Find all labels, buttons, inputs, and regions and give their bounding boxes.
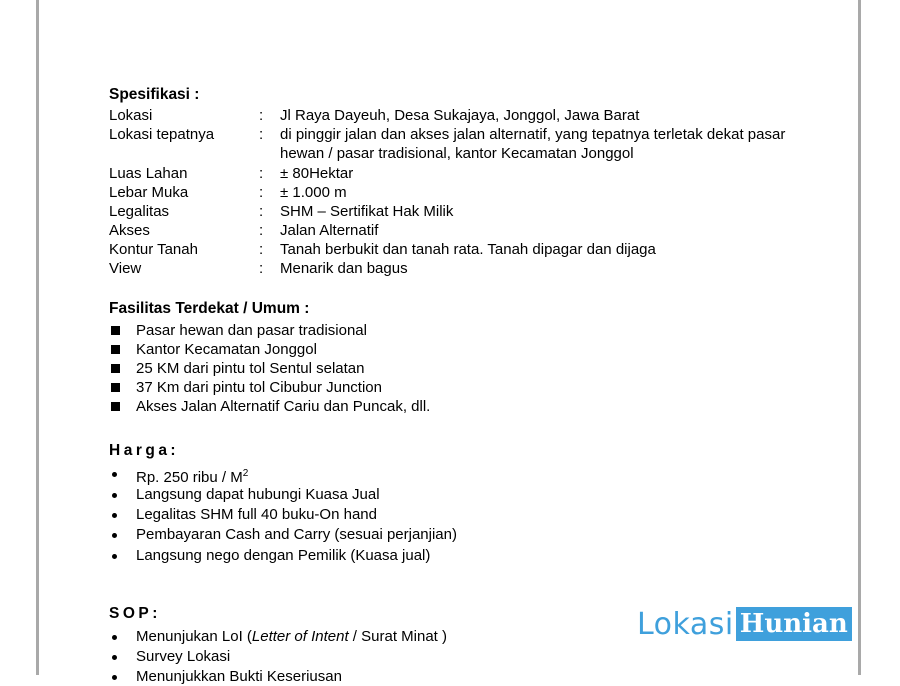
square-bullet-icon bbox=[111, 402, 120, 411]
spec-value: Jl Raya Dayeuh, Desa Sukajaya, Jonggol, Jawa Barat bbox=[280, 107, 640, 124]
harga-heading: Harga: bbox=[109, 442, 180, 459]
square-bullet-icon bbox=[111, 326, 120, 335]
spec-value: Tanah berbukit dan tanah rata. Tanah dipagar dan dijaga bbox=[280, 241, 656, 258]
spec-value: Jalan Alternatif bbox=[280, 222, 379, 239]
fasilitas-heading: Fasilitas Terdekat / Umum : bbox=[109, 300, 310, 317]
spec-label: Kontur Tanah bbox=[109, 241, 198, 258]
dot-bullet-icon bbox=[112, 533, 117, 538]
list-item-text: Pembayaran Cash and Carry (sesuai perjanjian) bbox=[136, 526, 457, 543]
spec-colon: : bbox=[259, 241, 264, 258]
sop-item-suffix: / Surat Minat ) bbox=[348, 628, 448, 645]
list-item-text: Legalitas SHM full 40 buku-On hand bbox=[136, 506, 377, 523]
spesifikasi-heading: Spesifikasi : bbox=[109, 86, 200, 103]
spec-label: Legalitas bbox=[109, 203, 170, 220]
spec-value: ± 1.000 m bbox=[280, 184, 347, 201]
spec-label: Luas Lahan bbox=[109, 165, 188, 182]
spec-colon: : bbox=[259, 260, 264, 277]
lokasihunian-logo bbox=[637, 607, 852, 641]
sop-heading: SOP: bbox=[109, 605, 161, 622]
dot-bullet-icon bbox=[112, 554, 117, 559]
list-item-text: Langsung nego dengan Pemilik (Kuasa jual) bbox=[136, 547, 431, 564]
list-item-text: Kantor Kecamatan Jonggol bbox=[136, 341, 317, 358]
square-bullet-icon bbox=[111, 383, 120, 392]
spec-value: ± 80Hektar bbox=[280, 165, 354, 182]
spec-colon: : bbox=[259, 184, 264, 201]
spec-value: di pinggir jalan dan akses jalan alternatif, yang tepatnya terletak dekat pasar hewan / pasar tradisional, kantor Kecamatan Jonggol bbox=[280, 126, 786, 162]
dot-bullet-icon bbox=[112, 493, 117, 498]
spec-value: Menarik dan bagus bbox=[280, 260, 408, 277]
spec-colon: : bbox=[259, 107, 264, 124]
list-item-text: Survey Lokasi bbox=[136, 648, 231, 665]
price-superscript: 2 bbox=[242, 468, 249, 479]
spec-value: SHM – Sertifikat Hak Milik bbox=[280, 203, 454, 220]
list-item-text: 37 Km dari pintu tol Cibubur Junction bbox=[136, 379, 382, 396]
price-value: Rp. 250 ribu / M bbox=[136, 469, 243, 486]
sop-item-prefix: Menunjukan LoI ( bbox=[136, 628, 252, 645]
sop-item-italic: Letter of Intent bbox=[251, 628, 349, 645]
list-item-text: 25 KM dari pintu tol Sentul selatan bbox=[136, 360, 365, 377]
logo-part-hunian: Hunian bbox=[736, 607, 852, 641]
list-item-text: Menunjukkan Bukti Keseriusan bbox=[136, 668, 342, 685]
page-border-left bbox=[36, 0, 39, 675]
list-item-text bbox=[136, 627, 447, 646]
logo-part-lokasi: Lokasi bbox=[637, 606, 734, 642]
dot-bullet-icon bbox=[112, 635, 117, 640]
spec-label: View bbox=[109, 260, 142, 277]
page-border-right bbox=[858, 0, 861, 675]
square-bullet-icon bbox=[111, 364, 120, 373]
spec-label: Akses bbox=[109, 222, 150, 239]
spec-colon: : bbox=[259, 126, 264, 143]
dot-bullet-icon bbox=[112, 655, 117, 660]
list-item-text: Langsung dapat hubungi Kuasa Jual bbox=[136, 486, 380, 503]
spec-colon: : bbox=[259, 203, 264, 220]
spec-label: Lokasi bbox=[109, 107, 153, 124]
spec-colon: : bbox=[259, 222, 264, 239]
spec-label: Lebar Muka bbox=[109, 184, 189, 201]
list-item-text: Pasar hewan dan pasar tradisional bbox=[136, 322, 367, 339]
spec-label: Lokasi tepatnya bbox=[109, 126, 215, 143]
spec-colon: : bbox=[259, 165, 264, 182]
price-text bbox=[136, 464, 248, 487]
list-item-text: Akses Jalan Alternatif Cariu dan Puncak, dll. bbox=[136, 398, 431, 415]
dot-bullet-icon bbox=[112, 513, 117, 518]
square-bullet-icon bbox=[111, 345, 120, 354]
dot-bullet-icon bbox=[112, 472, 117, 477]
dot-bullet-icon bbox=[112, 675, 117, 680]
